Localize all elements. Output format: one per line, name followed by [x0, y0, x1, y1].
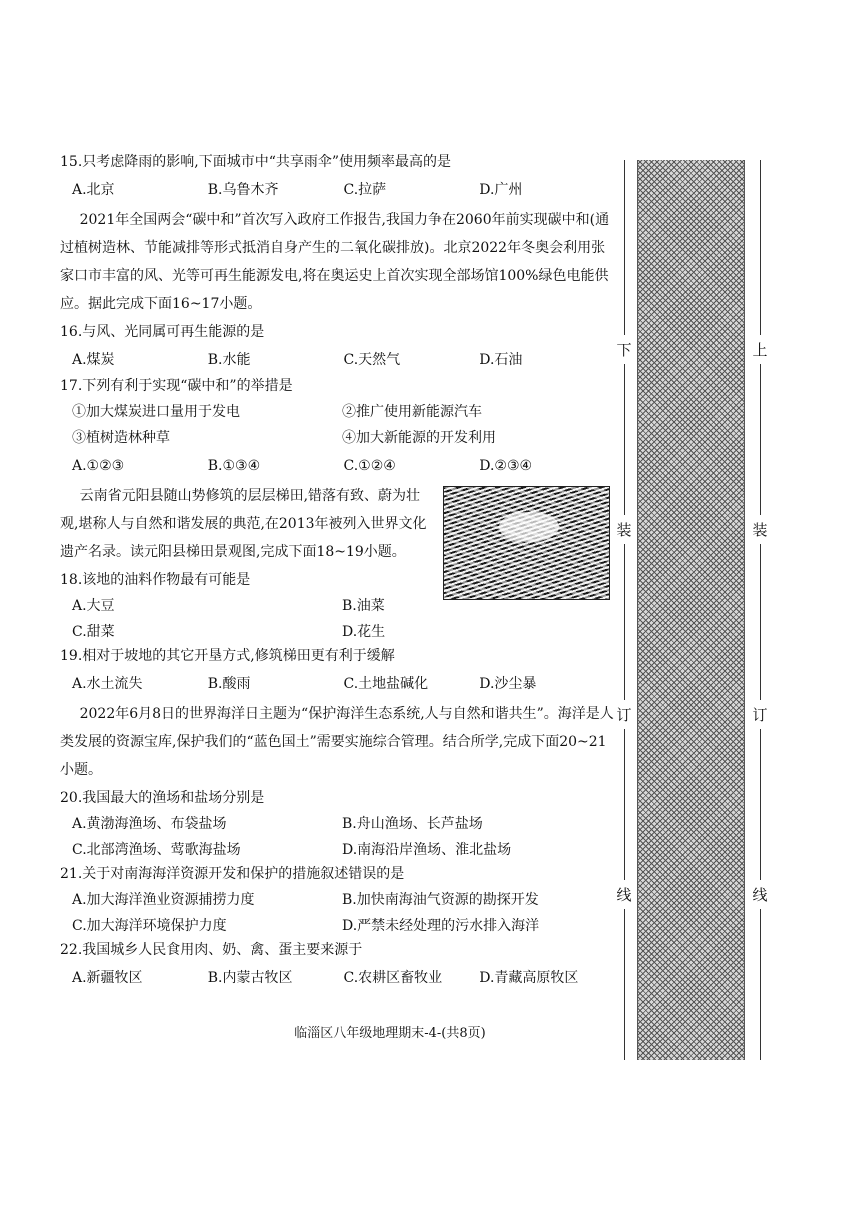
option-c: C.天然气: [343, 352, 401, 368]
binding-char-left: 订: [615, 700, 633, 729]
question-stem: 16.与风、光同属可再生能源的是: [60, 324, 265, 340]
option-row: [72, 674, 615, 694]
binding-char-right: 上: [751, 335, 769, 364]
option-row: [72, 350, 615, 370]
question-stem: 17.下列有利于实现“碳中和”的举措是: [60, 378, 293, 394]
binding-char-right: 订: [751, 700, 769, 729]
statement-row: [72, 402, 615, 422]
option-d: D.②③④: [479, 458, 533, 474]
binding-margin: [610, 160, 780, 1060]
binding-char-right: 线: [751, 880, 769, 909]
question-stem: 21.关于对南海海洋资源开发和保护的措施叙述错误的是: [60, 866, 405, 882]
option-b: B.油菜: [342, 598, 385, 614]
binding-hatch-strip: [637, 160, 745, 1060]
option-d: D.青藏高原牧区: [479, 970, 579, 986]
option-row: [72, 456, 615, 476]
option-a: A.加大海洋渔业资源捕捞力度: [72, 892, 255, 908]
statement-4: ④加大新能源的开发利用: [342, 430, 496, 446]
option-d: D.沙尘暴: [479, 676, 537, 692]
option-c: C.加大海洋环境保护力度: [72, 918, 227, 934]
statement-3: ③植树造林种草: [72, 430, 170, 446]
binding-char-right: 装: [751, 515, 769, 544]
option-row: [72, 622, 615, 642]
questions-column: [60, 152, 615, 994]
option-c: C.甜菜: [72, 624, 115, 640]
option-a: A.大豆: [72, 598, 115, 614]
passage-ocean-day: 2022年6月8日的世界海洋日主题为“保护海洋生态系统,人与自然和谐共生”。海洋是人类发展的资源宝库,保护我们的“蓝色国土”需要实施综合管理。结合所学,完成下面20~21小题。: [60, 706, 614, 778]
question-15: [60, 152, 615, 200]
binding-line-left: [624, 160, 625, 1060]
page-footer: 临淄区八年级地理期末-4-(共8页): [294, 1026, 486, 1041]
question-stem: 15.只考虑降雨的影响,下面城市中“共享雨伞”使用频率最高的是: [60, 154, 452, 170]
statement-2: ②推广使用新能源汽车: [342, 404, 482, 420]
question-19: [60, 646, 615, 694]
question-20: [60, 788, 615, 860]
option-a: A.北京: [72, 182, 115, 198]
terrace-photo: [443, 486, 610, 600]
option-a: A.①②③: [72, 458, 125, 474]
option-row: [72, 180, 615, 200]
question-22: [60, 940, 615, 988]
option-row: [72, 890, 615, 910]
question-16: [60, 322, 615, 370]
question-stem: 19.相对于坡地的其它开垦方式,修筑梯田更有利于缓解: [60, 648, 395, 664]
statement-row: [72, 428, 615, 448]
option-d: D.南海沿岸渔场、淮北盐场: [342, 842, 512, 858]
option-b: B.①③④: [207, 458, 261, 474]
question-stem: 20.我国最大的渔场和盐场分别是: [60, 790, 265, 806]
binding-char-left: 下: [615, 335, 633, 364]
binding-char-left: 装: [615, 515, 633, 544]
question-stem: 22.我国城乡人民食用肉、奶、禽、蛋主要来源于: [60, 942, 363, 958]
option-b: B.舟山渔场、长芦盐场: [342, 816, 483, 832]
option-c: C.①②④: [343, 458, 396, 474]
option-a: A.煤炭: [72, 352, 115, 368]
option-b: B.加快南海油气资源的勘探开发: [342, 892, 539, 908]
option-b: B.酸雨: [207, 676, 251, 692]
question-stem: 18.该地的油料作物最有可能是: [60, 572, 251, 588]
passage-carbon-neutral: 2021年全国两会“碳中和”首次写入政府工作报告,我国力争在2060年前实现碳中和(通过植树造林、节能减排等形式抵消自身产生的二氧化碳排放)。北京2022年冬奥会利用张家口市丰富的风、光等可再生能源发电,将在奥运史上首次实现全部场馆100%绿色电能供应。据此完成下面16~17小题。: [60, 212, 610, 312]
binding-line-right: [760, 160, 761, 1060]
option-a: A.水土流失: [72, 676, 143, 692]
option-d: D.严禁未经处理的污水排入海洋: [342, 918, 540, 934]
option-b: B.乌鲁木齐: [207, 182, 279, 198]
question-21: [60, 864, 615, 936]
option-row: [72, 840, 615, 860]
question-17: [60, 376, 615, 476]
option-row: [72, 814, 615, 834]
option-d: D.石油: [479, 352, 523, 368]
option-c: C.农耕区畜牧业: [343, 970, 443, 986]
passage-terraces-block: [60, 482, 615, 566]
option-c: C.拉萨: [343, 182, 387, 198]
binding-char-left: 线: [615, 880, 633, 909]
option-a: A.黄渤海渔场、布袋盐场: [72, 816, 227, 832]
option-a: A.新疆牧区: [72, 970, 143, 986]
option-b: B.内蒙古牧区: [207, 970, 293, 986]
option-row: [72, 916, 615, 936]
passage-terraces: 云南省元阳县随山势修筑的层层梯田,错落有致、蔚为壮观,堪称人与自然和谐发展的典范,在2013年被列入世界文化遗产名录。读元阳县梯田景观图,完成下面18~19小题。: [60, 488, 427, 560]
option-b: B.水能: [207, 352, 251, 368]
statement-1: ①加大煤炭进口量用于发电: [72, 404, 240, 420]
option-row: [72, 968, 615, 988]
option-c: C.北部湾渔场、莺歌海盐场: [72, 842, 241, 858]
option-d: D.花生: [342, 624, 386, 640]
option-d: D.广州: [479, 182, 523, 198]
option-c: C.土地盐碱化: [343, 676, 429, 692]
